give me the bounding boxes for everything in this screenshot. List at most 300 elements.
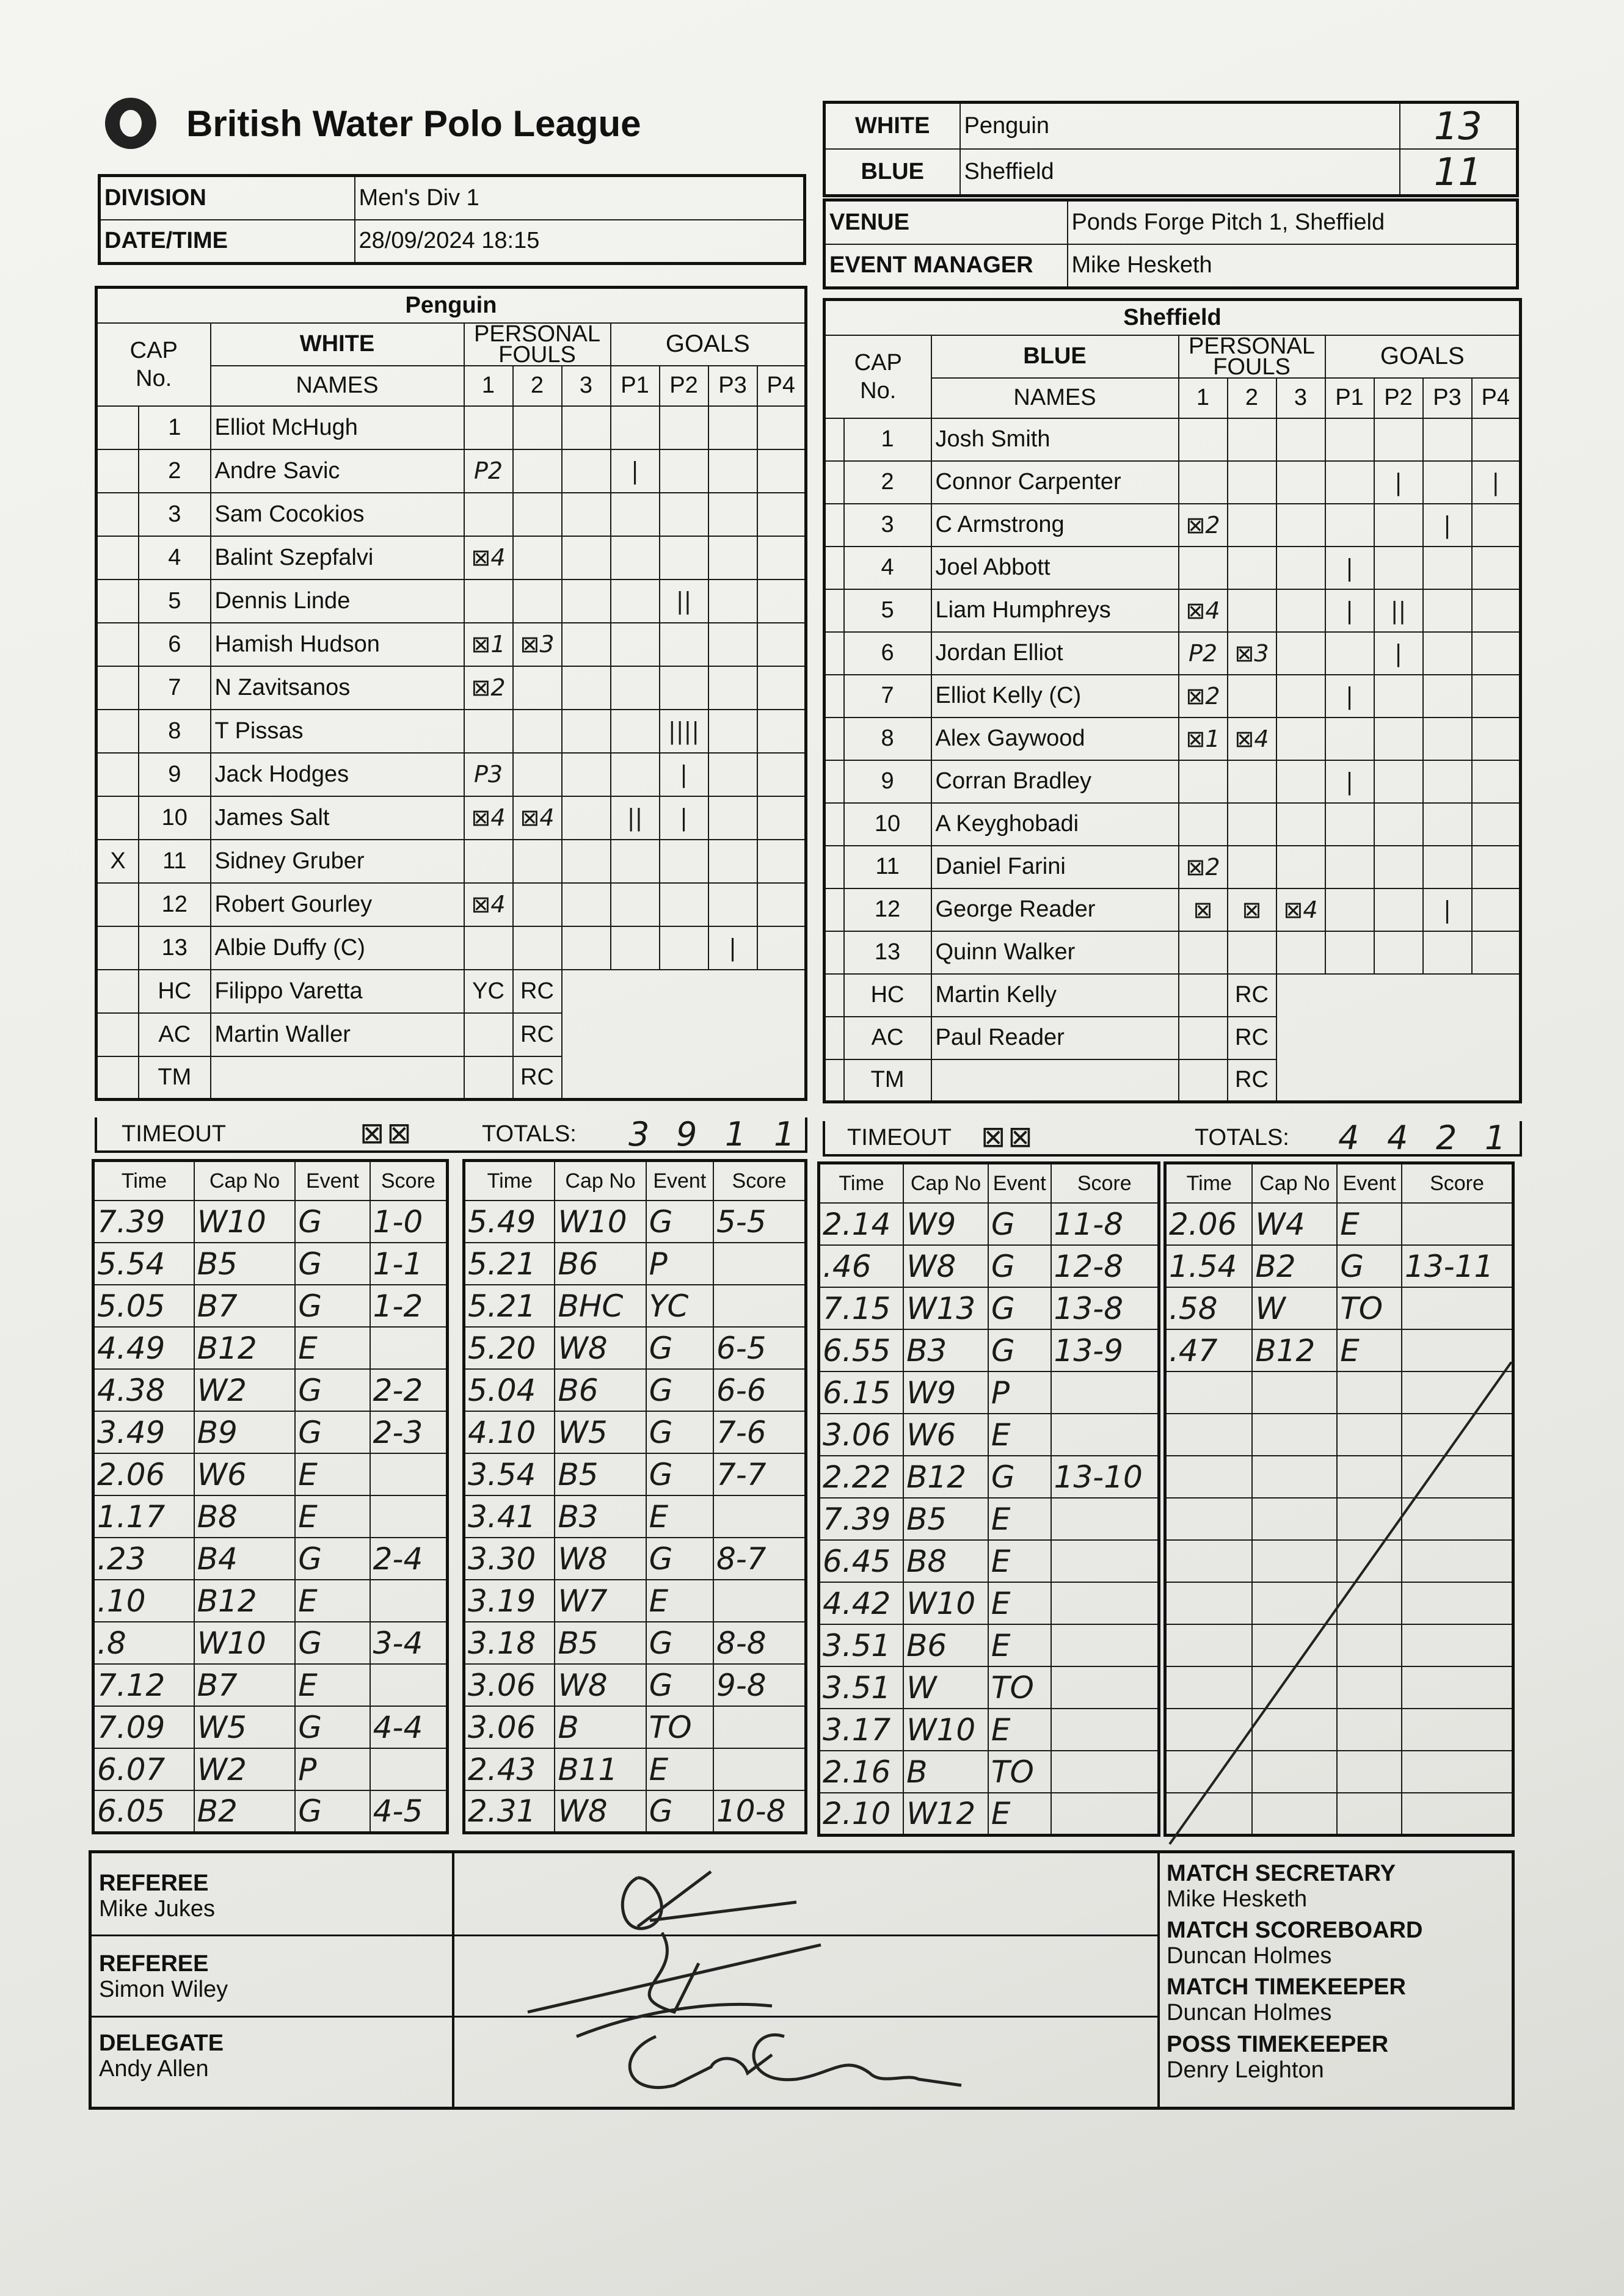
foul-cell <box>1228 675 1276 718</box>
event-row <box>93 1369 448 1411</box>
event-row <box>819 1414 1159 1456</box>
event-row <box>93 1327 448 1369</box>
event-row <box>464 1580 806 1622</box>
player-mark <box>825 632 844 675</box>
event-cell <box>713 1285 806 1327</box>
event-header-event: Event <box>646 1161 713 1201</box>
event-cell: 6.55 <box>819 1329 904 1371</box>
goal-cell <box>611 493 660 536</box>
card-blank <box>1276 974 1521 1017</box>
event-cell: 13-8 <box>1051 1287 1159 1329</box>
player-mark <box>96 623 139 666</box>
goal-cell <box>708 666 757 710</box>
event-cell: B12 <box>194 1327 296 1369</box>
goal-cell <box>1472 504 1521 547</box>
event-cell: G <box>646 1664 713 1706</box>
goal-cell <box>611 883 660 926</box>
event-cell <box>1402 1203 1513 1245</box>
foul-cell: ⊠3 <box>1228 632 1276 675</box>
foul-cell <box>464 493 513 536</box>
goal-cell <box>1423 418 1472 461</box>
foul-cell <box>562 406 611 449</box>
goal-cell <box>1423 846 1472 888</box>
fouls-header: FOULS <box>1213 354 1291 378</box>
event-cell: 5.04 <box>464 1369 555 1411</box>
foul-cell <box>1276 718 1325 760</box>
foul-cell <box>562 796 611 840</box>
foul-cell <box>562 449 611 493</box>
event-cell: B3 <box>903 1329 988 1371</box>
foul-cell <box>513 406 562 449</box>
timekeeper-label: MATCH TIMEKEEPER <box>1167 1974 1406 2000</box>
event-cell <box>1051 1709 1159 1751</box>
goal-cell <box>611 710 660 753</box>
event-cell: W13 <box>903 1287 988 1329</box>
event-cell: G <box>988 1287 1051 1329</box>
event-cell: G <box>646 1538 713 1580</box>
goal-cell <box>757 536 806 579</box>
player-name: Hamish Hudson <box>211 623 464 666</box>
event-row <box>93 1664 448 1706</box>
player-mark <box>96 536 139 579</box>
event-cell <box>370 1327 448 1369</box>
player-row <box>96 536 806 579</box>
foul-cell <box>464 710 513 753</box>
event-header-event: Event <box>1337 1163 1402 1204</box>
score-summary-box <box>823 101 1519 197</box>
player-mark <box>825 418 844 461</box>
foul-cell <box>513 753 562 796</box>
white-totals-label: TOTALS: <box>482 1121 577 1147</box>
goal-cell <box>1325 461 1374 504</box>
timekeeper-name: Duncan Holmes <box>1167 2000 1332 2025</box>
blue-timeout-totals-row <box>823 1121 1522 1157</box>
event-cell: 12-8 <box>1051 1245 1159 1287</box>
event-row <box>819 1666 1159 1709</box>
player-mark <box>825 846 844 888</box>
event-cell: 8-8 <box>713 1622 806 1664</box>
yc-box: YC <box>464 970 513 1013</box>
event-cell: G <box>646 1201 713 1243</box>
division-label: DIVISION <box>100 176 355 220</box>
player-name: Robert Gourley <box>211 883 464 926</box>
event-cell: .10 <box>93 1580 194 1622</box>
foul-cell <box>513 579 562 623</box>
card-blank <box>1276 1017 1521 1059</box>
goal-cell <box>1472 547 1521 589</box>
event-cell: B2 <box>194 1790 296 1833</box>
event-row <box>93 1622 448 1664</box>
foul-1-header: 1 <box>464 366 513 406</box>
goal-cell: | <box>660 753 708 796</box>
player-cap: 8 <box>139 710 210 753</box>
event-cell: G <box>295 1243 370 1285</box>
datetime-label: DATE/TIME <box>100 220 355 264</box>
event-cell: 1.54 <box>1165 1245 1253 1287</box>
event-cell: 4.49 <box>93 1327 194 1369</box>
player-row <box>825 418 1521 461</box>
event-row <box>1165 1245 1513 1287</box>
player-name: Joel Abbott <box>931 547 1179 589</box>
event-cell: 2-3 <box>370 1411 448 1453</box>
goal-cell <box>1472 418 1521 461</box>
foul-cell: ⊠1 <box>1179 718 1228 760</box>
event-row <box>464 1201 806 1243</box>
event-cell: E <box>295 1664 370 1706</box>
event-cell <box>370 1580 448 1622</box>
event-cell: G <box>295 1201 370 1243</box>
foul-cell <box>1276 803 1325 846</box>
goal-cell: | <box>1325 589 1374 632</box>
official-role: HC <box>844 974 931 1017</box>
foul-cell <box>513 883 562 926</box>
event-cell: 8-7 <box>713 1538 806 1580</box>
event-manager-label: EVENT MANAGER <box>825 244 1068 288</box>
foul-cell <box>513 926 562 970</box>
player-mark <box>96 666 139 710</box>
goal-cell <box>611 666 660 710</box>
event-row <box>1165 1287 1513 1329</box>
event-cell: W2 <box>194 1748 296 1790</box>
blue-final-score: 11 <box>1400 149 1518 196</box>
event-cell: 13-11 <box>1402 1245 1513 1287</box>
event-cell: B3 <box>555 1495 646 1538</box>
official-name <box>931 1059 1179 1102</box>
event-cell <box>1051 1793 1159 1835</box>
white-final-score: 13 <box>1400 103 1518 150</box>
event-cell: W8 <box>555 1790 646 1833</box>
player-mark <box>96 493 139 536</box>
foul-cell: ⊠3 <box>513 623 562 666</box>
scoreboard-name: Duncan Holmes <box>1167 1943 1332 1969</box>
goals-header: GOALS <box>1325 335 1521 378</box>
official-blank <box>96 1056 139 1100</box>
player-cap: 6 <box>844 632 931 675</box>
event-row <box>93 1790 448 1833</box>
event-cell <box>1051 1371 1159 1414</box>
event-cell: B9 <box>194 1411 296 1453</box>
goal-cell <box>1325 504 1374 547</box>
player-name: Balint Szepfalvi <box>211 536 464 579</box>
event-cell: 3.41 <box>464 1495 555 1538</box>
event-row <box>93 1748 448 1790</box>
goal-cell <box>1423 632 1472 675</box>
goal-cell <box>1472 931 1521 974</box>
event-cell: G <box>295 1369 370 1411</box>
unused-strike-line <box>1163 1362 1515 1850</box>
event-cell: 5.20 <box>464 1327 555 1369</box>
player-cap: 4 <box>139 536 210 579</box>
event-row <box>819 1245 1159 1287</box>
p4-header: P4 <box>1472 378 1521 418</box>
goal-cell <box>611 623 660 666</box>
blue-roster-team: Sheffield <box>825 300 1521 335</box>
player-cap: 1 <box>139 406 210 449</box>
event-cell: B5 <box>555 1453 646 1495</box>
event-cell: .23 <box>93 1538 194 1580</box>
player-row <box>96 579 806 623</box>
player-name: James Salt <box>211 796 464 840</box>
goal-cell <box>708 449 757 493</box>
player-name: George Reader <box>931 888 1179 931</box>
event-cell: 3.06 <box>464 1706 555 1748</box>
goal-cell <box>1423 675 1472 718</box>
goal-cell <box>611 753 660 796</box>
event-cell: .46 <box>819 1245 904 1287</box>
player-mark <box>96 579 139 623</box>
event-row <box>819 1624 1159 1666</box>
event-cell <box>1051 1751 1159 1793</box>
foul-cell <box>513 493 562 536</box>
event-cell: 3.19 <box>464 1580 555 1622</box>
event-cell: 2.14 <box>819 1203 904 1245</box>
event-cell: 2-4 <box>370 1538 448 1580</box>
rc-box: RC <box>513 970 562 1013</box>
player-row <box>96 710 806 753</box>
fouls-header: FOULS <box>498 341 576 366</box>
event-header-score: Score <box>1402 1163 1513 1204</box>
foul-cell: ⊠ <box>1179 888 1228 931</box>
venue-label: VENUE <box>825 200 1068 244</box>
event-cell: 2.16 <box>819 1751 904 1793</box>
goal-cell: | <box>660 796 708 840</box>
event-cell: W9 <box>903 1371 988 1414</box>
goal-cell <box>757 406 806 449</box>
event-cell: 6.05 <box>93 1790 194 1833</box>
foul-cell <box>1228 760 1276 803</box>
event-cell: B7 <box>194 1664 296 1706</box>
goal-cell <box>1423 931 1472 974</box>
event-cell: P <box>988 1371 1051 1414</box>
player-row <box>825 504 1521 547</box>
event-row <box>819 1751 1159 1793</box>
event-row <box>464 1538 806 1580</box>
event-cell: 3.30 <box>464 1538 555 1580</box>
goal-cell <box>1472 632 1521 675</box>
foul-cell: ⊠4 <box>1228 718 1276 760</box>
foul-cell: ⊠4 <box>1276 888 1325 931</box>
event-row <box>819 1793 1159 1835</box>
event-cell: BHC <box>555 1285 646 1327</box>
event-cell: 7.15 <box>819 1287 904 1329</box>
goal-cell <box>708 493 757 536</box>
foul-cell: ⊠2 <box>1179 675 1228 718</box>
goal-cell <box>757 449 806 493</box>
event-cell <box>1051 1540 1159 1582</box>
event-cell: 5.54 <box>93 1243 194 1285</box>
card-blank <box>1179 974 1228 1017</box>
event-row <box>93 1201 448 1243</box>
foul-cell: ⊠4 <box>513 796 562 840</box>
event-log-column <box>92 1159 449 1834</box>
match-secretary-name: Mike Hesketh <box>1167 1886 1308 1912</box>
event-cell: G <box>295 1706 370 1748</box>
player-cap: 3 <box>139 493 210 536</box>
official-row <box>825 1059 1521 1102</box>
player-cap: 5 <box>844 589 931 632</box>
goal-cell <box>611 579 660 623</box>
official-role: TM <box>139 1056 210 1100</box>
goal-cell <box>1374 760 1423 803</box>
goal-cell <box>757 753 806 796</box>
foul-cell: ⊠4 <box>464 796 513 840</box>
p3-header: P3 <box>1423 378 1472 418</box>
event-cell: W10 <box>903 1709 988 1751</box>
player-cap: 9 <box>139 753 210 796</box>
player-cap: 12 <box>139 883 210 926</box>
event-row <box>819 1456 1159 1498</box>
event-cell: 4.38 <box>93 1369 194 1411</box>
rc-box: RC <box>513 1056 562 1100</box>
official-blank <box>96 970 139 1013</box>
goal-cell <box>660 840 708 883</box>
event-row <box>819 1287 1159 1329</box>
event-cell: G <box>1337 1245 1402 1287</box>
foul-cell <box>1228 589 1276 632</box>
event-row <box>464 1453 806 1495</box>
goal-cell <box>611 926 660 970</box>
event-cell: W2 <box>194 1369 296 1411</box>
event-cell: G <box>646 1790 713 1833</box>
event-cell: G <box>988 1456 1051 1498</box>
event-row <box>1165 1203 1513 1245</box>
event-row <box>819 1582 1159 1624</box>
event-cell: TO <box>988 1666 1051 1709</box>
p3-header: P3 <box>708 366 757 406</box>
foul-cell <box>562 666 611 710</box>
foul-cell <box>1179 418 1228 461</box>
player-mark <box>825 461 844 504</box>
goal-cell <box>1374 803 1423 846</box>
player-cap: 5 <box>139 579 210 623</box>
goal-cell <box>1472 589 1521 632</box>
goal-cell: | <box>1374 461 1423 504</box>
event-cell: 5.49 <box>464 1201 555 1243</box>
event-cell: .47 <box>1165 1329 1253 1371</box>
event-cell: .8 <box>93 1622 194 1664</box>
player-row <box>96 449 806 493</box>
goal-cell: | <box>1325 547 1374 589</box>
foul-cell <box>1179 931 1228 974</box>
event-cell <box>370 1664 448 1706</box>
foul-cell: ⊠4 <box>464 883 513 926</box>
player-name: Sidney Gruber <box>211 840 464 883</box>
foul-cell <box>513 666 562 710</box>
event-cell: 7-7 <box>713 1453 806 1495</box>
foul-cell <box>1179 461 1228 504</box>
player-name: Elliot McHugh <box>211 406 464 449</box>
player-mark <box>825 589 844 632</box>
official-row <box>96 1056 806 1100</box>
event-row <box>464 1748 806 1790</box>
foul-cell: ⊠2 <box>464 666 513 710</box>
goal-cell: | <box>1374 632 1423 675</box>
goal-cell <box>1472 760 1521 803</box>
foul-cell <box>562 579 611 623</box>
bwpl-logo-icon <box>105 98 156 149</box>
event-cell: 7.39 <box>819 1498 904 1540</box>
goal-cell: | <box>1423 504 1472 547</box>
player-row <box>96 666 806 710</box>
event-row <box>819 1329 1159 1371</box>
event-cell: W4 <box>1252 1203 1337 1245</box>
goal-cell <box>660 493 708 536</box>
goal-cell <box>708 753 757 796</box>
white-timeout-marks: ⊠⊠ <box>360 1116 414 1150</box>
event-cell <box>713 1243 806 1285</box>
event-cell: 2.10 <box>819 1793 904 1835</box>
official-role: HC <box>139 970 210 1013</box>
player-cap: 11 <box>844 846 931 888</box>
event-cell: W9 <box>903 1203 988 1245</box>
player-mark <box>825 504 844 547</box>
goal-cell: | <box>1325 675 1374 718</box>
event-row <box>93 1538 448 1580</box>
event-row <box>464 1706 806 1748</box>
event-header-time: Time <box>1165 1163 1253 1204</box>
player-cap: 7 <box>139 666 210 710</box>
event-row <box>464 1495 806 1538</box>
event-cell: 3.17 <box>819 1709 904 1751</box>
event-cell: W10 <box>194 1201 296 1243</box>
player-mark <box>96 406 139 449</box>
goal-cell <box>660 406 708 449</box>
event-header-score: Score <box>1051 1163 1159 1204</box>
foul-cell <box>1276 461 1325 504</box>
player-row <box>825 461 1521 504</box>
player-row <box>825 547 1521 589</box>
event-cell: 7.39 <box>93 1201 194 1243</box>
player-row <box>825 846 1521 888</box>
player-row <box>96 926 806 970</box>
referee-2-label: REFEREE <box>99 1951 209 1977</box>
event-cell: E <box>988 1582 1051 1624</box>
foul-cell <box>1179 803 1228 846</box>
player-row <box>825 675 1521 718</box>
foul-cell: ⊠4 <box>464 536 513 579</box>
blue-timeout-marks: ⊠⊠ <box>981 1120 1035 1154</box>
foul-cell: P3 <box>464 753 513 796</box>
event-header-capno: Cap No <box>1252 1163 1337 1204</box>
player-row <box>96 796 806 840</box>
event-row <box>464 1790 806 1833</box>
event-row <box>464 1622 806 1664</box>
goal-cell <box>660 883 708 926</box>
event-cell: W6 <box>194 1453 296 1495</box>
foul-cell <box>562 840 611 883</box>
official-name: Paul Reader <box>931 1017 1179 1059</box>
rc-box: RC <box>513 1013 562 1056</box>
event-cell: 3.06 <box>464 1664 555 1706</box>
player-cap: 8 <box>844 718 931 760</box>
event-cell: 13-9 <box>1051 1329 1159 1371</box>
foul-cell <box>513 449 562 493</box>
event-cell: 7-6 <box>713 1411 806 1453</box>
event-cell: 3.51 <box>819 1666 904 1709</box>
event-header-score: Score <box>713 1161 806 1201</box>
goal-cell <box>611 536 660 579</box>
event-cell <box>370 1453 448 1495</box>
foul-cell: ⊠1 <box>464 623 513 666</box>
event-cell: 2.31 <box>464 1790 555 1833</box>
official-role: TM <box>844 1059 931 1102</box>
event-cell: W5 <box>194 1706 296 1748</box>
goal-cell <box>1472 803 1521 846</box>
delegate-label: DELEGATE <box>99 2030 224 2056</box>
player-mark <box>96 753 139 796</box>
event-row <box>93 1453 448 1495</box>
event-cell: B5 <box>555 1622 646 1664</box>
